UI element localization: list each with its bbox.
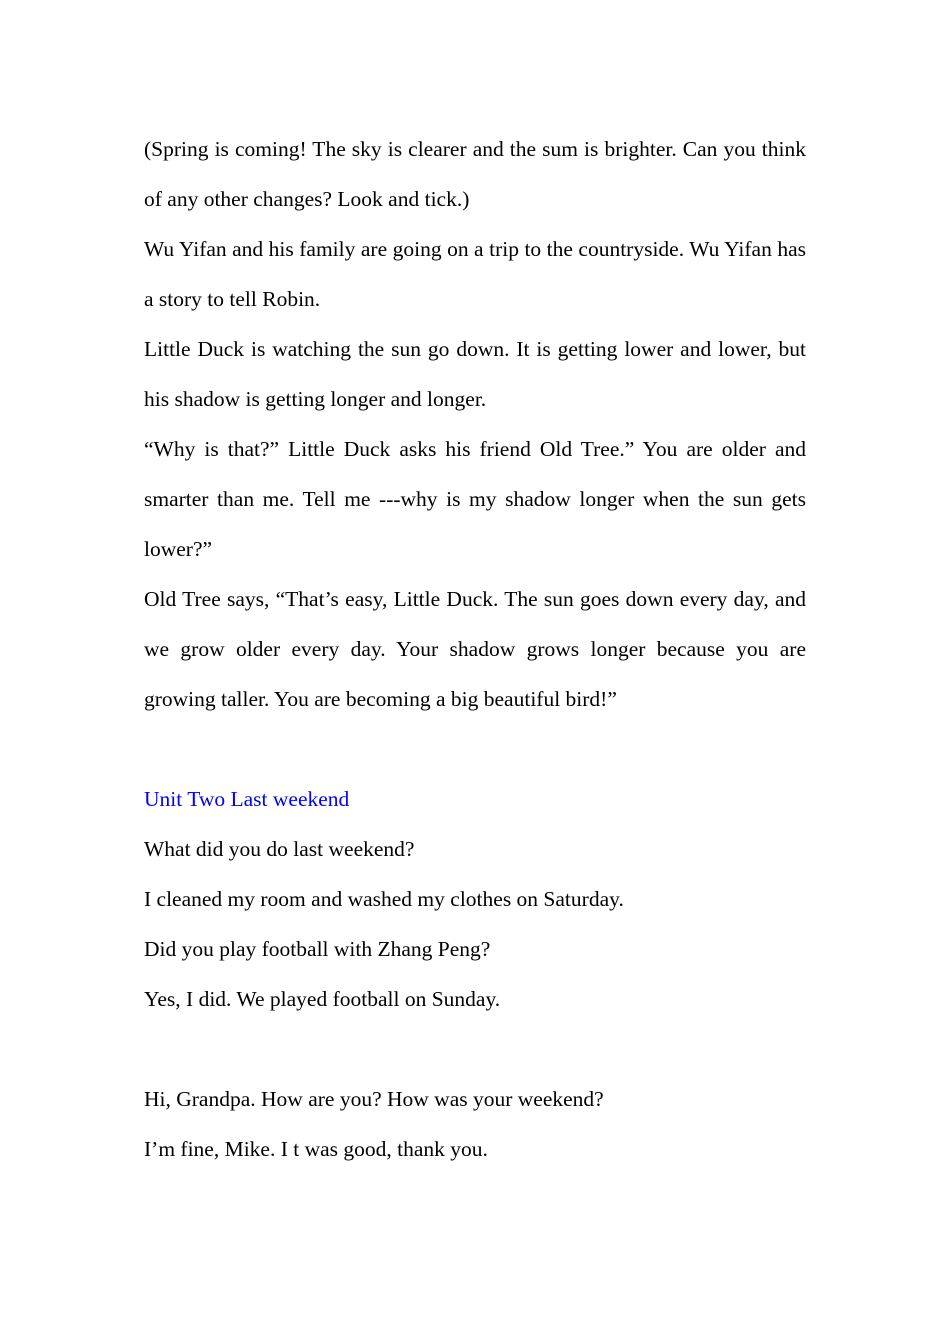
dialogue-line: I’m fine, Mike. I t was good, thank you. bbox=[144, 1137, 488, 1161]
instruction-paragraph: (Spring is coming! The sky is clearer and the sum is brighter. Can you think of any other changes? Look and tick.) bbox=[144, 137, 806, 211]
document-page bbox=[144, 124, 806, 1174]
unit-heading: Unit Two Last weekend bbox=[144, 787, 350, 811]
dialogue-line: I cleaned my room and washed my clothes on Saturday. bbox=[144, 887, 624, 911]
dialogue-line: Did you play football with Zhang Peng? bbox=[144, 937, 491, 961]
dialogue-line: What did you do last weekend? bbox=[144, 837, 415, 861]
blank-line bbox=[144, 724, 806, 774]
story-intro-paragraph: Wu Yifan and his family are going on a trip to the countryside. Wu Yifan has a story to tell Robin. bbox=[144, 237, 806, 311]
dialogue-line: Yes, I did. We played football on Sunday. bbox=[144, 987, 501, 1011]
story-paragraph-1: Little Duck is watching the sun go down. It is getting lower and lower, but his shadow is getting longer and longer. bbox=[144, 337, 806, 411]
blank-line bbox=[144, 1024, 806, 1074]
dialogue-line: Hi, Grandpa. How are you? How was your weekend? bbox=[144, 1087, 604, 1111]
story-paragraph-3: Old Tree says, “That’s easy, Little Duck. The sun goes down every day, and we grow older every day. Your shadow grows longer because you are growing taller. You are becoming a big beautiful bird!” bbox=[144, 587, 806, 711]
story-paragraph-2: “Why is that?” Little Duck asks his friend Old Tree.” You are older and smarter than me. Tell me ---why is my shadow longer when the sun gets lower?” bbox=[144, 437, 806, 561]
